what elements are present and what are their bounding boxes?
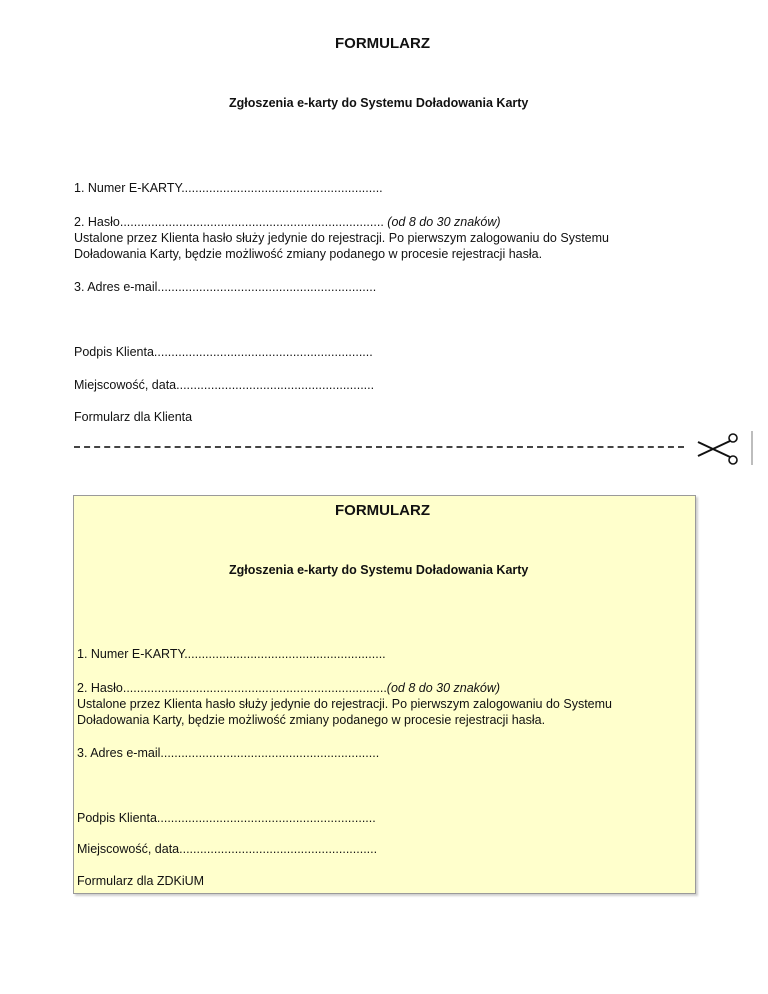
office-place-date-field: Miejscowość, data.........................................................: [77, 842, 378, 856]
office-email-field: 3. Adres e-mail...............................................................: [77, 746, 380, 760]
office-form-title: FORMULARZ: [335, 502, 430, 519]
office-form: [73, 495, 696, 894]
client-password-line: [74, 215, 501, 229]
client-place-date-field: Miejscowość, data.........................................................: [74, 378, 375, 392]
cut-line: [74, 446, 684, 448]
client-card-number-field: 1. Numer E-KARTY..........................................................: [74, 181, 383, 195]
office-form-subtitle: Zgłoszenia e-karty do Systemu Doładowania Karty: [229, 563, 529, 577]
office-password-info-1: Ustalone przez Klienta hasło służy jedynie do rejestracji. Po pierwszym zalogowaniu do Systemu: [77, 697, 612, 711]
client-password-info-2: Doładowania Karty, będzie możliwość zmiany podanego w procesie rejestracji hasła.: [74, 247, 543, 261]
office-password-info-2: Doładowania Karty, będzie możliwość zmiany podanego w procesie rejestracji hasła.: [77, 713, 546, 727]
client-copy-label: Formularz dla Klienta: [74, 410, 193, 424]
client-password-info-1: Ustalone przez Klienta hasło służy jedynie do rejestracji. Po pierwszym zalogowaniu do Systemu: [74, 231, 609, 245]
client-email-field: 3. Adres e-mail...............................................................: [74, 280, 377, 294]
edge-marker: [751, 431, 753, 465]
client-form-subtitle: Zgłoszenia e-karty do Systemu Doładowania Karty: [229, 96, 529, 110]
office-card-number-field: 1. Numer E-KARTY..........................................................: [77, 647, 386, 661]
office-signature-field: Podpis Klienta...............................................................: [77, 811, 376, 825]
client-password-length-note: (od 8 do 30 znaków): [387, 215, 501, 229]
client-form-title: FORMULARZ: [335, 35, 430, 52]
office-password-line: [77, 681, 500, 695]
office-password-field: 2. Hasło............................................................................: [77, 681, 387, 695]
office-copy-label: Formularz dla ZDKiUM: [77, 874, 205, 888]
client-signature-field: Podpis Klienta...............................................................: [74, 345, 373, 359]
office-password-length-note: (od 8 do 30 znaków): [386, 681, 501, 695]
client-password-field: 2. Hasło............................................................................: [74, 215, 384, 229]
scissors-icon: [696, 430, 738, 468]
